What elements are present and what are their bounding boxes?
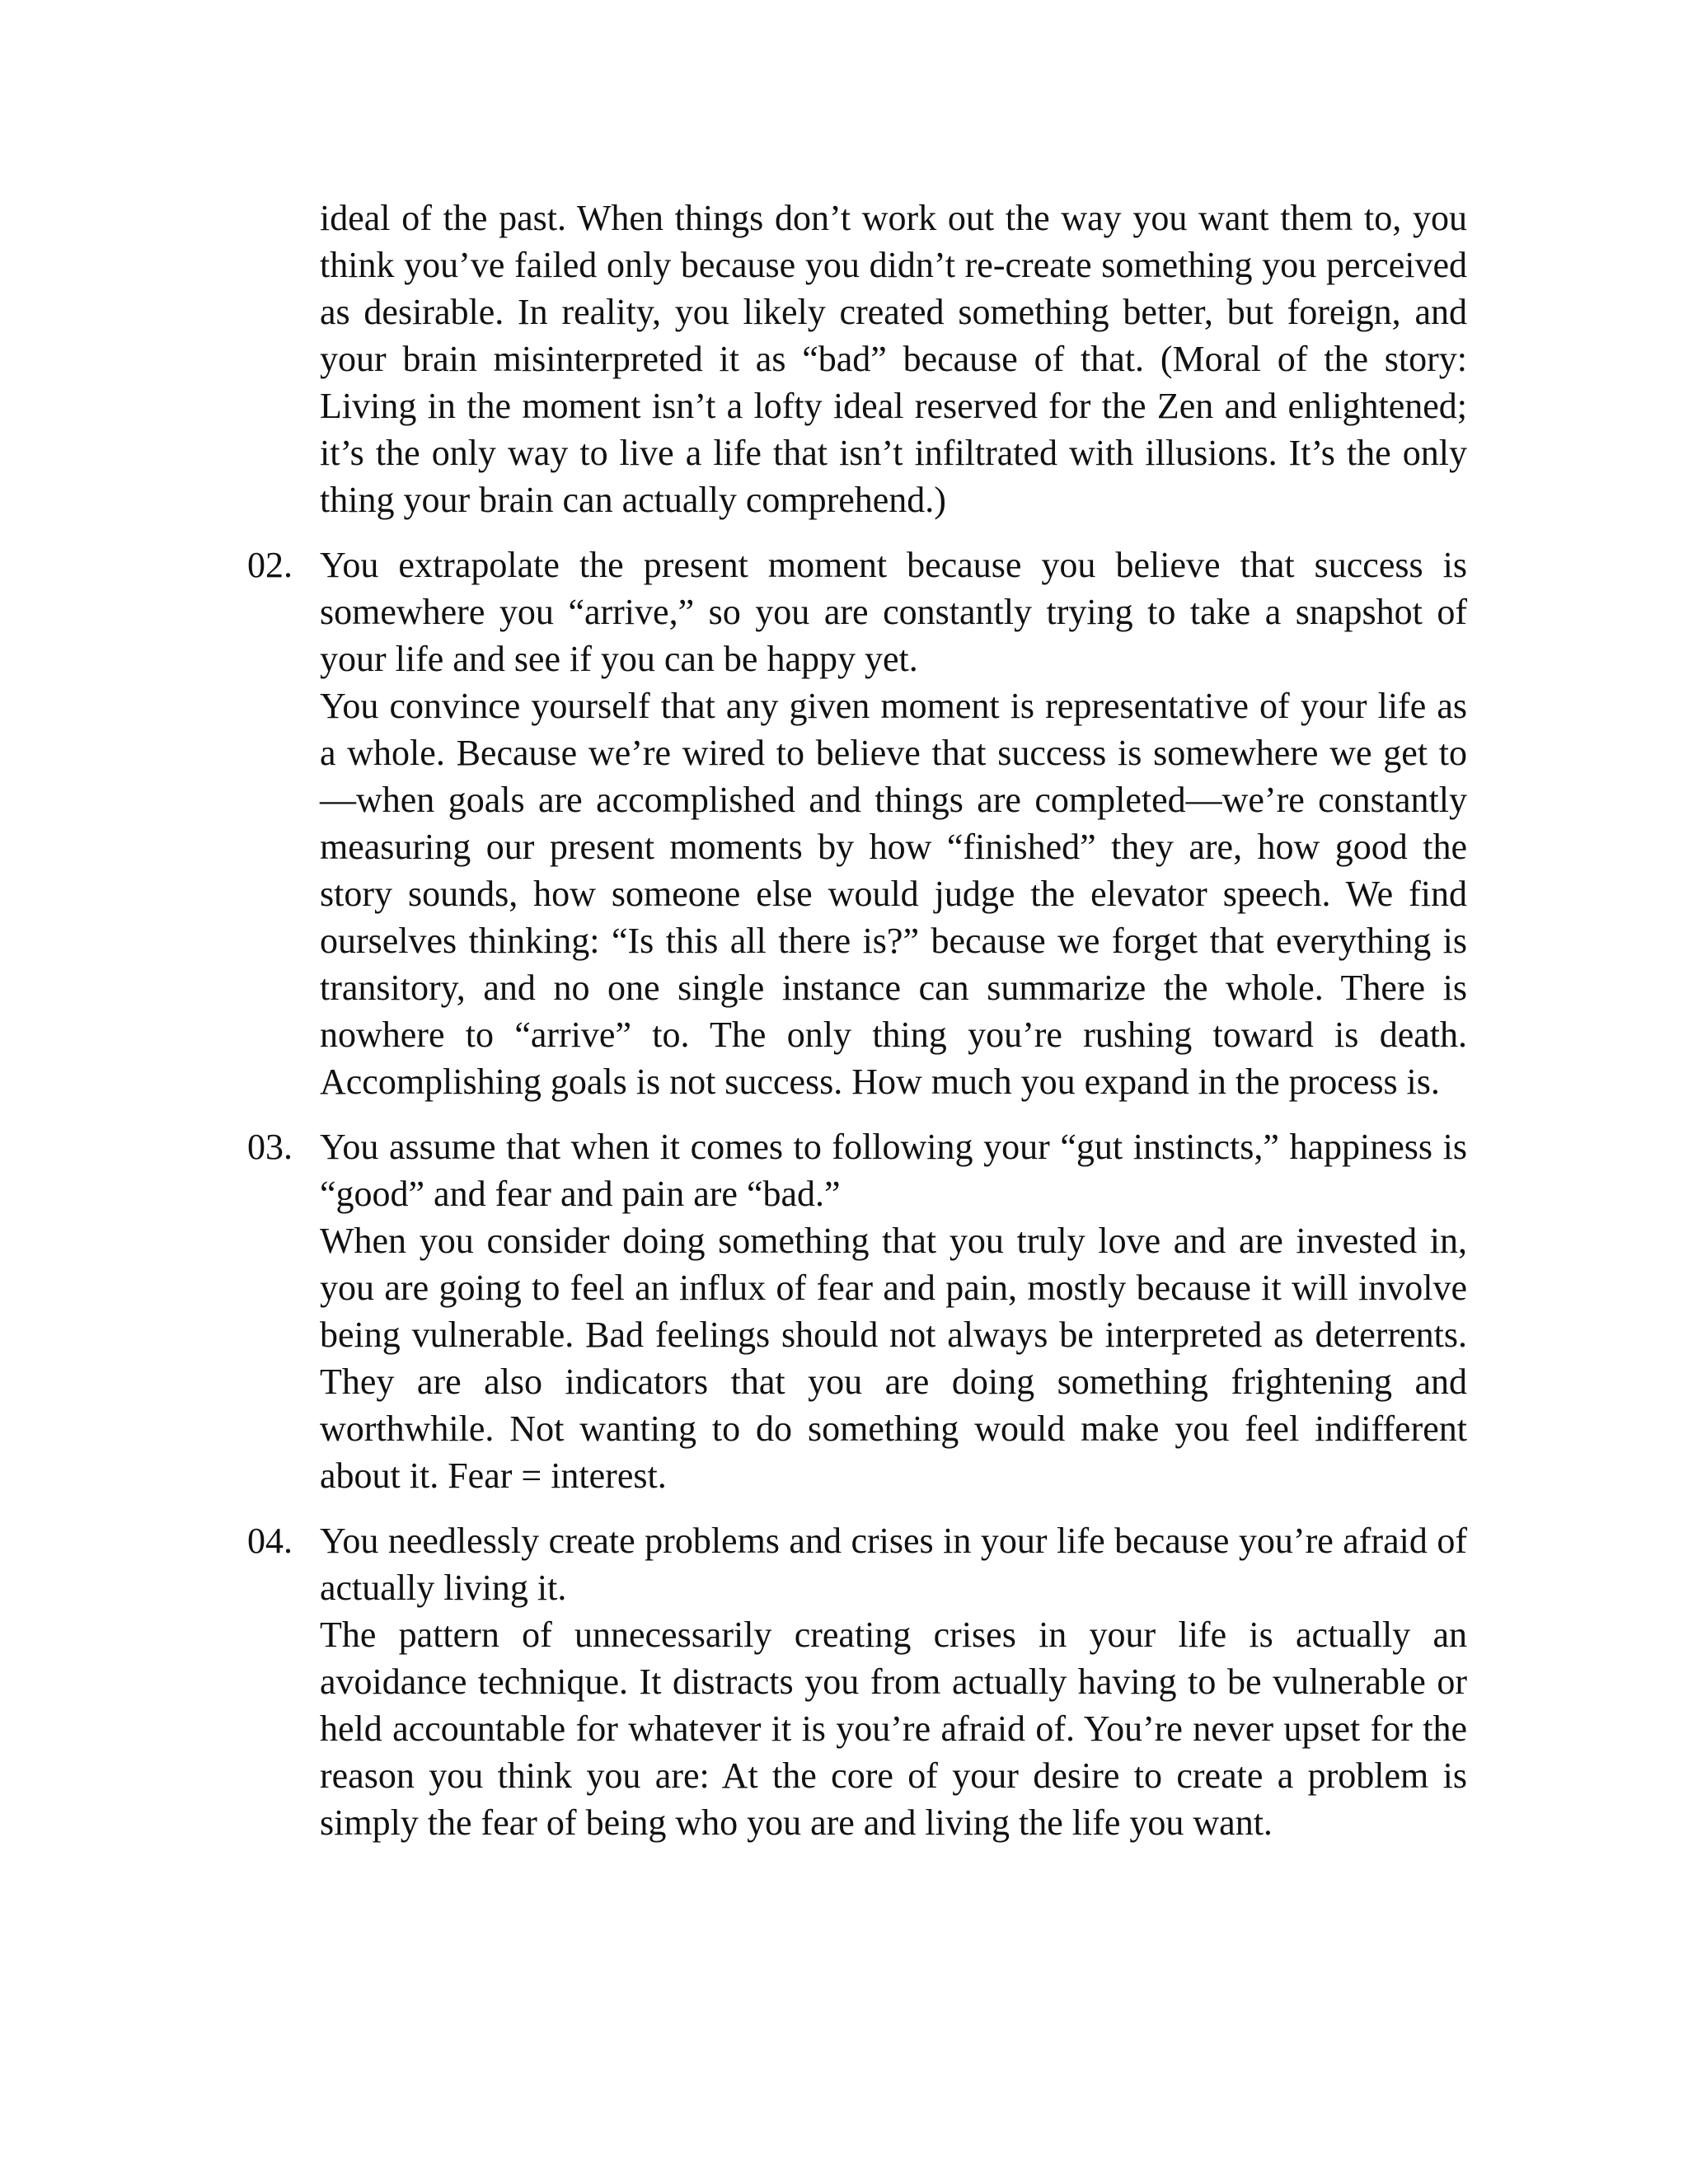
page-content — [247, 194, 1467, 1864]
list-item-heading: You assume that when it comes to following your “gut instincts,” happiness is “good” and fear and pain are “bad.” — [320, 1127, 1467, 1214]
list-item-body — [320, 541, 1467, 1105]
list-item-body — [320, 1517, 1467, 1846]
continuation-paragraph — [320, 194, 1467, 523]
continuation-text: ideal of the past. When things don’t work out the way you want them to, you think you’ve failed only because you didn’t re-create something you perceived as desirable. In reality, you likely created something better, but foreign, and your brain misinterpreted it as “bad” because of that. (Moral of the story: Living in the moment isn’t a lofty ideal reserved for the Zen and enlightened; it’s the only way to live a life that isn’t infiltrated with illusions. It’s the only thing your brain can actually comprehend.) — [320, 198, 1467, 520]
list-item-number: 03. — [247, 1127, 293, 1167]
list-item-heading: You extrapolate the present moment because you believe that success is somewhere you “arrive,” so you are constantly trying to take a snapshot of your life and see if you can be happy yet. — [320, 545, 1467, 679]
list-item-text: The pattern of unnecessarily creating crises in your life is actually an avoidance technique. It distracts you from actually having to be vulnerable or held accountable for whatever it is you’re afraid of. You’re never upset for the reason you think you are: At the core of your desire to create a problem is simply the fear of being who you are and living the life you want. — [320, 1615, 1467, 1843]
list-item-body — [320, 1123, 1467, 1499]
list-item-number: 04. — [247, 1521, 293, 1561]
list-item-text: You convince yourself that any given moment is representative of your life as a whole. Because we’re wired to believe that success is somewhere we get to—when goals are accomplished and things are completed—we’re constantly measuring our present moments by how “finished” they are, how good the story sounds, how someone else would judge the elevator speech. We find ourselves thinking: “Is this all there is?” because we forget that everything is transitory, and no one single instance can summarize the whole. There is nowhere to “arrive” to. The only thing you’re rushing toward is death. Accomplishing goals is not success. How much you expand in the process is. — [320, 686, 1467, 1102]
list-item-number: 02. — [247, 545, 293, 585]
list-item-text: When you consider doing something that you truly love and are invested in, you are going to feel an influx of fear and pain, mostly because it will involve being vulnerable. Bad feelings should not always be interpreted as deterrents. They are also indicators that you are doing something frightening and worthwhile. Not wanting to do something would make you feel indifferent about it. Fear = interest. — [320, 1221, 1467, 1496]
list-item-heading: You needlessly create problems and crises in your life because you’re afraid of actually living it. — [320, 1521, 1467, 1608]
list-item — [247, 1123, 1467, 1499]
list-item — [247, 541, 1467, 1105]
list-item — [247, 1517, 1467, 1846]
